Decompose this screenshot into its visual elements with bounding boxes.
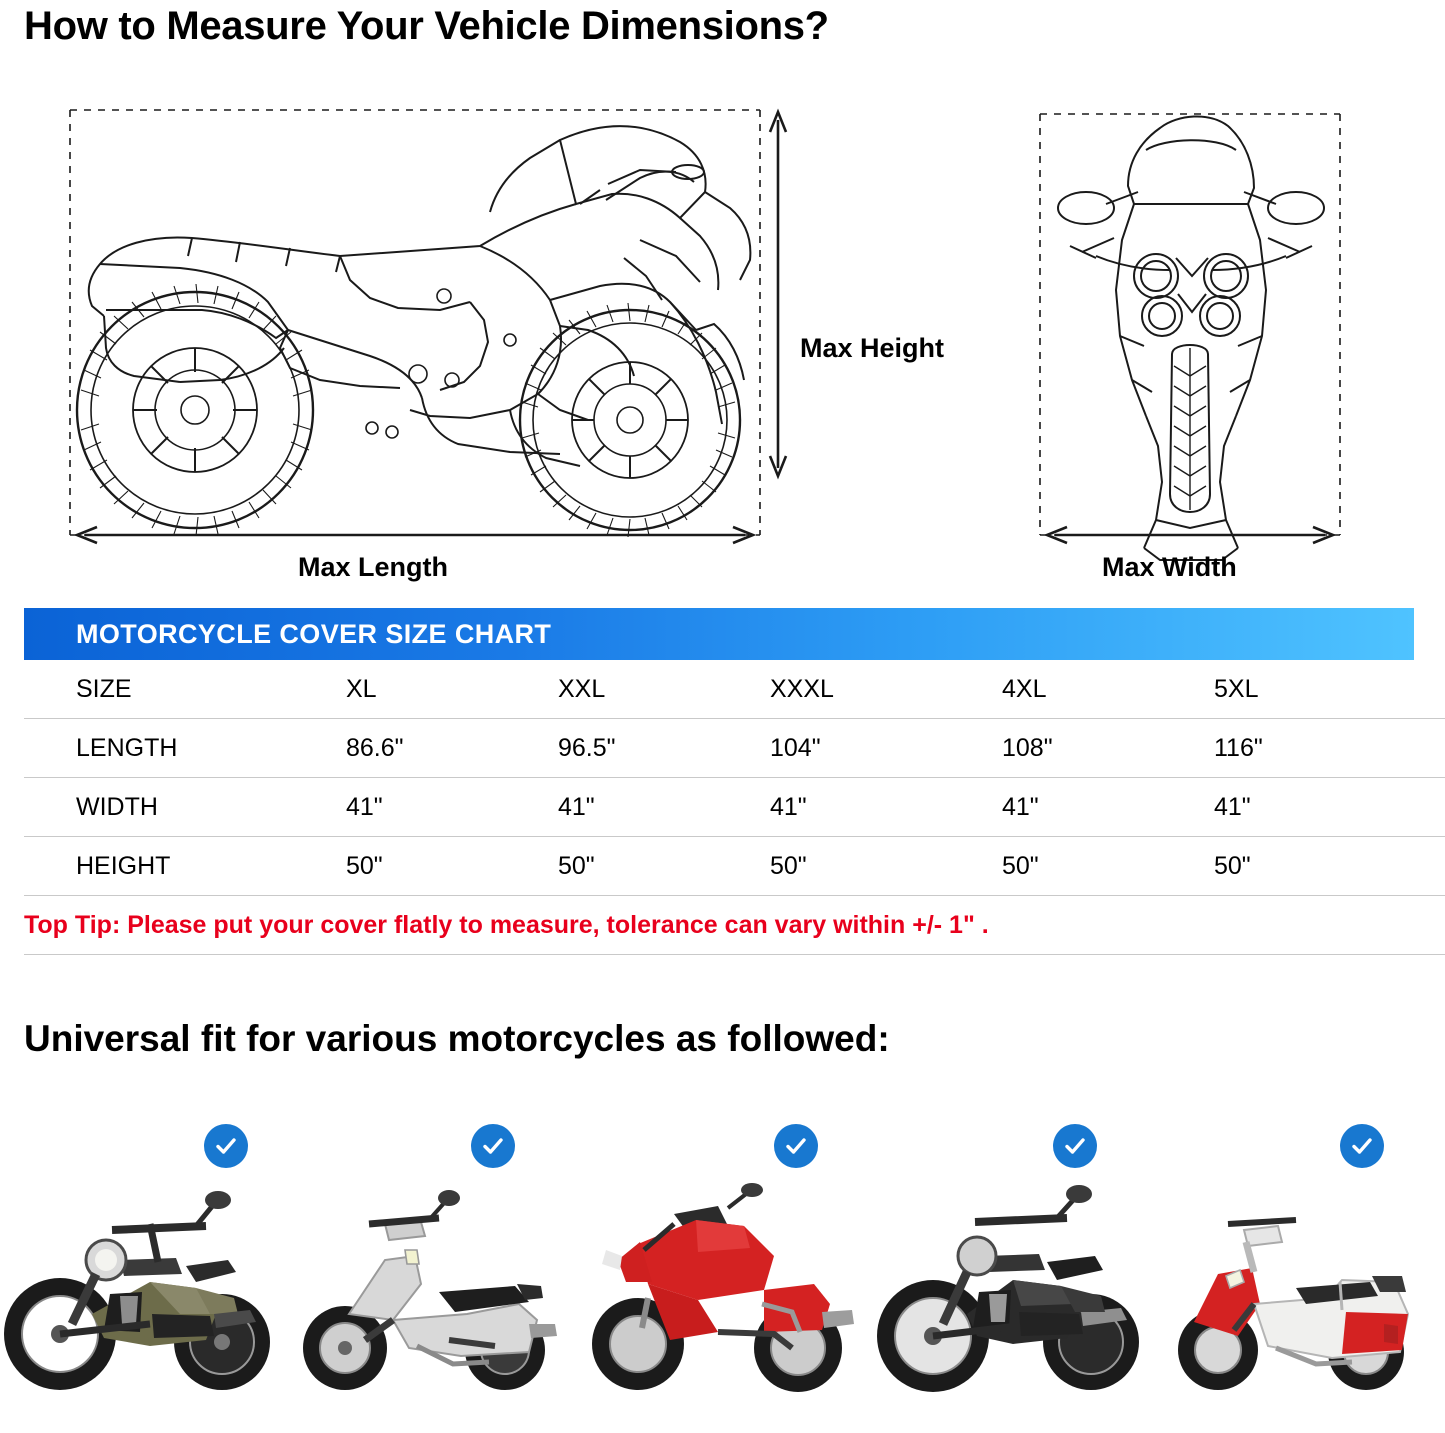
cell: 4XL [1002,660,1214,719]
size-chart [24,608,1414,955]
bike-item [289,1110,578,1420]
chopper-motorcycle [867,1164,1156,1414]
max-height-label: Max Height [800,333,945,363]
max-width-label: Max Width [1102,552,1237,582]
cell: 41" [1002,778,1214,837]
universal-fit-heading: Universal fit for various motorcycles as followed: [24,1018,890,1059]
cell: 50" [1002,837,1214,896]
cell: 41" [770,778,1002,837]
row-label: LENGTH [24,719,346,778]
table-row [24,719,1445,778]
table-row [24,778,1445,837]
cell: XL [346,660,558,719]
motorcycle-front-view-outline [1010,80,1410,590]
cell: 50" [346,837,558,896]
cell: 41" [346,778,558,837]
row-label: WIDTH [24,778,346,837]
cruiser-motorcycle [0,1164,289,1414]
cell: 116" [1214,719,1445,778]
cell: 41" [558,778,770,837]
tip-cell [24,896,1445,955]
cell: 41" [1214,778,1445,837]
measurement-diagram [0,70,1445,600]
check-icon [1053,1124,1097,1168]
check-icon [471,1124,515,1168]
cell: 86.6" [346,719,558,778]
top-tip-text: Top Tip: Please put your cover flatly to measure, tolerance can vary within +/- 1" . [24,910,989,939]
page-title: How to Measure Your Vehicle Dimensions? [24,4,829,48]
row-label: SIZE [24,660,346,719]
cell: XXXL [770,660,1002,719]
cell: 108" [1002,719,1214,778]
size-chart-title: MOTORCYCLE COVER SIZE CHART [76,618,552,649]
sport-bike-motorcycle [578,1164,867,1414]
motorcycle-side-view-outline [40,80,800,590]
cell: 50" [770,837,1002,896]
row-label: HEIGHT [24,837,346,896]
bike-item [0,1110,289,1420]
table-row [24,660,1445,719]
size-chart-title-bar [24,608,1414,660]
cell: XXL [558,660,770,719]
size-chart-table [24,660,1445,955]
check-icon [1340,1124,1384,1168]
scooter-motorcycle [289,1164,578,1414]
check-icon [204,1124,248,1168]
cell: 5XL [1214,660,1445,719]
compatible-bikes-row [0,1110,1445,1420]
bike-item [867,1110,1156,1420]
cell: 50" [558,837,770,896]
table-row [24,837,1445,896]
check-icon [774,1124,818,1168]
vespa-scooter [1156,1164,1445,1414]
cell: 96.5" [558,719,770,778]
cell: 104" [770,719,1002,778]
bike-item [1156,1110,1445,1420]
cell: 50" [1214,837,1445,896]
bike-item [578,1110,867,1420]
max-length-label: Max Length [298,552,449,582]
tip-row [24,896,1445,955]
